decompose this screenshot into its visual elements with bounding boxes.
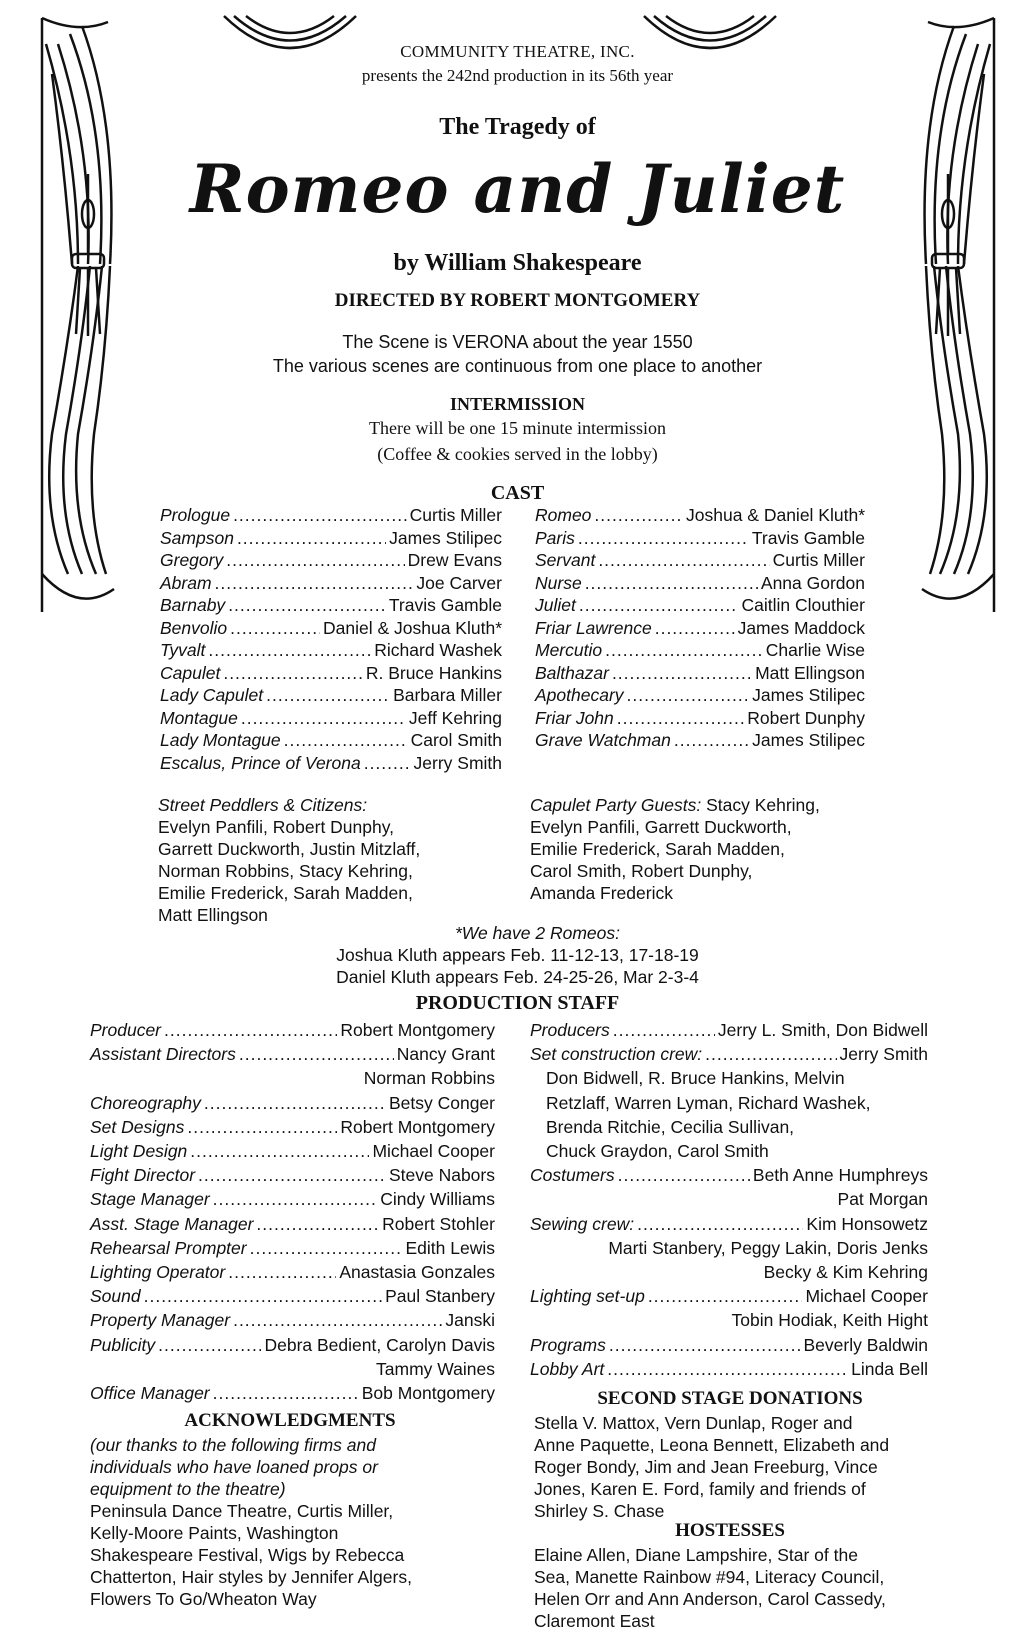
dot-leader [237,527,386,550]
credit-row [535,572,865,595]
credit-row [160,504,502,527]
production-line: presents the 242nd production in its 56th year [361,66,674,85]
credit-continuation [530,1187,928,1211]
credit-continuation [90,1357,495,1381]
dot-leader [617,707,745,730]
credit-continuation [530,1260,928,1284]
dot-leader [266,684,390,707]
dot-leader [226,549,404,572]
credit-name: Jeff Kehring [408,707,502,728]
text-line: Amanda Frederick [530,883,673,903]
credit-name: Beverly Baldwin [803,1334,928,1355]
dot-leader [241,707,406,730]
dot-leader [215,572,414,595]
credit-name: Paul Stanbery [385,1286,495,1307]
dot-leader [190,1139,369,1163]
text-line: Chatterton, Hair styles by Jennifer Algers, [90,1567,412,1587]
credit-name: Becky & Kim Kehring [763,1262,928,1283]
dot-leader [198,1163,386,1187]
credit-role: Prologue [160,505,231,525]
credit-role: Light Design [90,1141,188,1162]
credit-name: Steve Nabors [388,1165,495,1186]
credit-name: Carol Smith [410,730,502,750]
credit-row [90,1139,495,1163]
credit-name: Michael Cooper [805,1286,928,1307]
credit-role: Grave Watchman [535,730,671,750]
credit-role: Rehearsal Prompter [90,1237,247,1258]
romeo-note: *We have 2 Romeos: [454,923,621,943]
credit-name: Tobin Hodiak, Keith Hight [731,1310,928,1331]
credit-row [90,1381,495,1405]
credit-row [90,1284,495,1308]
dot-leader [612,662,752,685]
credit-row [160,707,502,730]
dot-leader [256,1212,379,1236]
credit-name: Edith Lewis [405,1237,495,1258]
credit-role: Gregory [160,550,224,570]
credit-name: Curtis Miller [772,550,865,570]
credit-row [535,684,865,707]
credit-role: Apothecary [535,685,624,705]
dot-leader [228,594,386,617]
author-line: by William Shakespeare [393,250,642,276]
dot-leader [204,1091,386,1115]
credit-role: Juliet [535,595,576,615]
credit-name: Travis Gamble [751,527,865,548]
credit-row [90,1115,495,1139]
party-guests-first: Stacy Kehring, [701,795,820,815]
hostesses-heading: HOSTESSES [675,1520,785,1541]
dot-leader [187,1115,337,1139]
credit-role: Producer [90,1020,162,1040]
dot-leader [655,617,735,640]
credit-role: Lady Montague [160,730,281,750]
text-line: Anne Paquette, Leona Bennett, Elizabeth and [534,1435,890,1455]
credit-name: Richard Washek [374,640,502,660]
dot-leader [364,752,411,775]
credit-role: Lighting set-up [530,1286,645,1307]
credit-row [90,1333,495,1357]
street-peddlers-label: Street Peddlers & Citizens: [158,795,368,815]
dot-leader [158,1333,261,1357]
intermission-heading: INTERMISSION [449,394,586,414]
dot-leader [637,1212,803,1236]
credit-role: Set Designs [90,1116,185,1137]
scene-line-2: The various scenes are continuous from one place to another [272,356,763,376]
credit-role: Lighting Operator [90,1262,226,1283]
credit-row [90,1042,495,1066]
credit-name: Pat Morgan [837,1189,928,1210]
credit-name: Michael Cooper [372,1141,495,1162]
credit-role: Sampson [160,527,234,548]
credit-name: Norman Robbins [363,1068,495,1089]
credit-name: Brenda Ritchie, Cecilia Sullivan, [546,1116,795,1137]
credit-row [535,617,865,640]
text-line: equipment to the theatre) [90,1479,286,1499]
credit-name: Marti Stanbery, Peggy Lakin, Doris Jenks [608,1237,928,1258]
dot-leader [594,504,683,527]
credit-continuation [530,1236,928,1260]
title-prefix: The Tragedy of [439,114,596,140]
credit-continuation [530,1115,928,1139]
dot-leader [164,1018,337,1042]
cast-list-right [535,504,865,752]
credit-row [535,662,865,685]
director-line: DIRECTED BY ROBERT MONTGOMERY [334,290,701,311]
credit-row [530,1357,928,1381]
credit-name: Janski [445,1310,495,1331]
credit-name: Jerry Smith [413,752,502,773]
credit-row [90,1236,495,1260]
credit-name: Charlie Wise [765,640,865,660]
dot-leader [618,1163,750,1187]
acknowledgments-heading: ACKNOWLEDGMENTS [184,1410,396,1431]
credit-name: Tammy Waines [376,1358,495,1379]
credit-name: Barbara Miller [393,685,502,705]
left-curtain-illustration [38,14,118,614]
hostesses-list [534,1544,954,1632]
credit-row [160,572,502,595]
credit-name: James Stilipec [752,730,865,750]
credit-row [535,549,865,572]
credit-role: Assistant Directors [90,1044,236,1065]
credit-role: Publicity [90,1334,156,1355]
credit-continuation [530,1308,928,1332]
text-line: Kelly-Moore Paints, Washington [90,1523,339,1543]
credit-name: Travis Gamble [388,595,502,615]
credit-role: Sewing crew: [530,1213,635,1234]
text-line: Shakespeare Festival, Wigs by Rebecca [90,1545,405,1565]
dot-leader [705,1042,836,1066]
dot-leader [605,639,763,662]
credit-continuation [530,1066,928,1090]
credit-row [90,1163,495,1187]
text-line: Emilie Frederick, Sarah Madden, [530,839,785,859]
text-line: Garrett Duckworth, Justin Mitzlaff, [158,839,421,859]
romeo-schedule-1: Joshua Kluth appears Feb. 11-12-13, 17-18-19 [336,945,699,965]
credit-role: Montague [160,707,238,728]
credit-name: Caitlin Clouthier [741,595,865,615]
dot-leader [233,504,407,527]
credit-row [160,662,502,685]
dot-leader [213,1381,359,1405]
text-line: Emilie Frederick, Sarah Madden, [158,883,413,903]
credit-name: Chuck Graydon, Carol Smith [546,1141,769,1162]
party-guests-names [530,816,880,904]
dot-leader [607,1357,848,1381]
text-line: individuals who have loaned props or [90,1457,378,1477]
credit-row [530,1042,928,1066]
credit-row [90,1212,495,1236]
credit-name: Kim Honsowetz [806,1213,928,1234]
credit-row [160,527,502,550]
credit-role: Tyvalt [160,640,206,660]
acknowledgments-list [90,1500,500,1610]
text-line: Flowers To Go/Wheaton Way [90,1589,317,1609]
credit-role: Programs [530,1334,606,1355]
credit-row [160,684,502,707]
credit-role: Office Manager [90,1383,210,1404]
right-curtain-illustration [918,14,998,614]
text-line: Evelyn Panfili, Robert Dunphy, [158,817,395,837]
credit-name: Matt Ellingson [755,662,865,683]
dot-leader [609,1333,801,1357]
credit-name: Linda Bell [851,1358,928,1379]
credit-role: Property Manager [90,1310,231,1331]
dot-leader [144,1284,382,1308]
credit-role: Fight Director [90,1165,196,1186]
credit-name: Anna Gordon [760,572,865,593]
credit-name: James Stilipec [752,685,865,705]
credit-role: Barnaby [160,595,226,615]
credit-role: Sound [90,1286,141,1307]
credit-row [530,1018,928,1042]
credit-name: Nancy Grant [396,1044,495,1065]
credit-role: Lobby Art [530,1358,605,1379]
text-line: Claremont East [534,1611,655,1631]
credit-role: Set construction crew: [530,1044,703,1065]
street-peddlers-block [158,794,498,926]
dot-leader [228,1260,336,1284]
credit-row [530,1333,928,1357]
dot-leader [208,639,371,662]
party-guests-label: Capulet Party Guests: [530,795,702,815]
text-line: Sea, Manette Rainbow #94, Literacy Council, [534,1567,885,1587]
dot-leader [230,617,320,640]
staff-list-right [530,1018,928,1381]
text-line: (our thanks to the following firms and [90,1435,376,1455]
romeo-schedule-2: Daniel Kluth appears Feb. 24-25-26, Mar 2-3-4 [336,967,699,987]
scene-line-1: The Scene is VERONA about the year 1550 [342,332,693,352]
credit-continuation [530,1091,928,1115]
production-staff-heading: PRODUCTION STAFF [415,992,620,1014]
credit-name: R. Bruce Hankins [365,662,502,683]
text-line: Stella V. Mattox, Vern Dunlap, Roger and [534,1413,853,1433]
text-line: Carol Smith, Robert Dunphy, [530,861,753,881]
credit-role: Costumers [530,1165,615,1186]
dot-leader [579,594,739,617]
intermission-line-1: There will be one 15 minute intermission [369,418,666,438]
text-line: Peninsula Dance Theatre, Curtis Miller, [90,1501,394,1521]
credit-row [160,639,502,662]
credit-role: Abram [160,572,212,593]
text-line: Matt Ellingson [158,905,268,925]
dot-leader [578,527,749,550]
dot-leader [213,1187,378,1211]
credit-role: Stage Manager [90,1189,210,1210]
cast-list-left [160,504,502,774]
dot-leader [648,1284,803,1308]
credit-role: Capulet [160,662,221,683]
credit-role: Mercutio [535,640,603,660]
dot-leader [239,1042,394,1066]
street-peddlers-names [158,816,498,926]
credit-row [90,1187,495,1211]
party-guests-block [530,794,880,904]
credit-name: Curtis Miller [409,505,502,525]
text-line: Elaine Allen, Diane Lampshire, Star of the [534,1545,858,1565]
credit-name: Jerry L. Smith, Don Bidwell [717,1020,928,1040]
acknowledgments-intro [90,1434,500,1500]
dot-leader [250,1236,403,1260]
credit-role: Servant [535,550,596,570]
dot-leader [233,1308,442,1332]
credit-role: Balthazar [535,662,609,683]
credit-name: James Stilipec [389,527,502,548]
credit-row [160,752,502,775]
credit-continuation [530,1139,928,1163]
company-name: COMMUNITY THEATRE, INC. [400,42,635,61]
credit-role: Asst. Stage Manager [90,1213,254,1234]
donations-list [534,1412,954,1522]
credit-name: Robert Dunphy [747,707,865,728]
credit-role: Friar Lawrence [535,617,652,638]
credit-name: Joshua & Daniel Kluth* [686,505,865,525]
credit-row [530,1212,928,1236]
play-title: Romeo and Juliet [189,150,846,228]
credit-name: Robert Montgomery [340,1116,495,1137]
credit-name: Bob Montgomery [361,1383,495,1404]
credit-name: Robert Montgomery [340,1020,495,1040]
credit-row [530,1284,928,1308]
credit-row [535,707,865,730]
credit-row [90,1308,495,1332]
dot-leader [613,1018,715,1042]
credit-role: Escalus, Prince of Verona [160,752,361,773]
donations-heading: SECOND STAGE DONATIONS [597,1388,863,1409]
credit-row [535,729,865,752]
credit-name: Daniel & Joshua Kluth* [323,617,502,638]
credit-row [160,594,502,617]
credit-role: Paris [535,527,575,548]
credit-row [160,617,502,640]
dot-leader [284,729,408,752]
credit-role: Lady Capulet [160,685,264,705]
text-line: Shirley S. Chase [534,1501,665,1521]
credit-name: Jerry Smith [839,1044,928,1065]
credit-row [535,504,865,527]
dot-leader [627,684,750,707]
staff-list-left [90,1018,495,1405]
credit-row [535,594,865,617]
credit-name: Cindy Williams [380,1189,495,1210]
credit-role: Nurse [535,572,582,593]
credit-name: Betsy Conger [388,1092,495,1113]
credit-role: Romeo [535,505,592,525]
dot-leader [585,572,758,595]
credit-name: Retzlaff, Warren Lyman, Richard Washek, [546,1092,871,1113]
intermission-line-2: (Coffee & cookies served in the lobby) [377,444,658,464]
text-line: Jones, Karen E. Ford, family and friends of [534,1479,866,1499]
credit-role: Friar John [535,707,614,728]
text-line: Norman Robbins, Stacy Kehring, [158,861,413,881]
credit-name: Beth Anne Humphreys [752,1165,928,1186]
text-line: Helen Orr and Ann Anderson, Carol Cassedy, [534,1589,886,1609]
credit-name: James Maddock [737,617,865,638]
credit-row [530,1163,928,1187]
credit-row [90,1018,495,1042]
credit-name: Anastasia Gonzales [339,1262,495,1283]
dot-leader [674,729,749,752]
credit-name: Drew Evans [407,550,502,570]
credit-row [535,527,865,550]
dot-leader [223,662,363,685]
dot-leader [598,549,769,572]
credit-role: Benvolio [160,617,228,638]
credit-role: Choreography [90,1092,201,1113]
text-line: Evelyn Panfili, Garrett Duckworth, [530,817,792,837]
credit-name: Don Bidwell, R. Bruce Hankins, Melvin [546,1068,845,1089]
acknowledgments-block [90,1434,500,1610]
credit-row [90,1260,495,1284]
credit-row [160,729,502,752]
credit-name: Joe Carver [416,572,502,593]
credit-row [90,1091,495,1115]
credit-name: Robert Stohler [382,1213,495,1234]
credit-role: Producers [530,1020,610,1040]
cast-heading: CAST [490,482,545,504]
credit-row [535,639,865,662]
text-line: Roger Bondy, Jim and Jean Freeburg, Vince [534,1457,878,1477]
credit-continuation [90,1066,495,1090]
credit-row [160,549,502,572]
credit-name: Debra Bedient, Carolyn Davis [264,1334,495,1355]
